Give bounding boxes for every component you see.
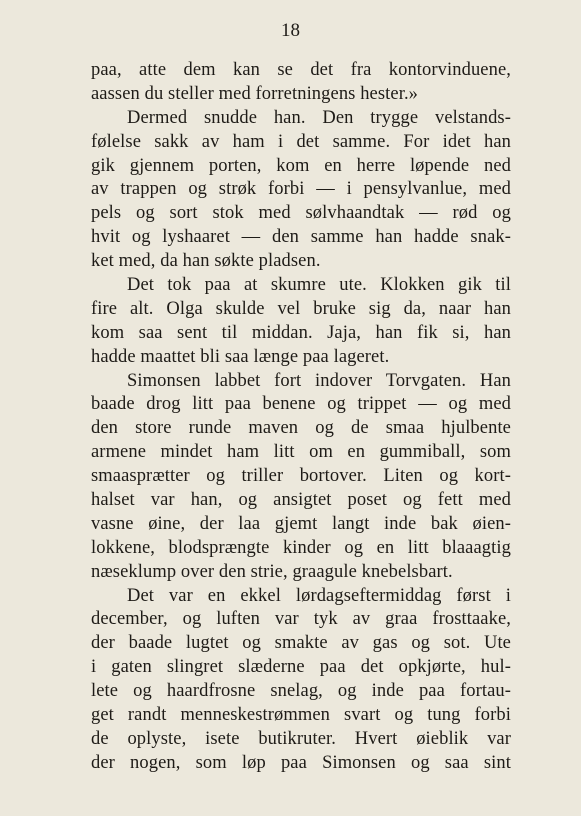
page-number: 18 bbox=[281, 20, 300, 41]
text-line: hadde maattet bli saa længe paa lageret. bbox=[91, 346, 390, 367]
text-line: fire alt. Olga skulde vel bruke sig da, naar han bbox=[91, 298, 511, 319]
text-line: get randt menneskestrømmen svart og tung forbi bbox=[91, 705, 511, 726]
text-line: gik gjennem porten, kom en herre løpende ned bbox=[91, 155, 511, 176]
text-line: Det tok paa at skumre ute. Klokken gik til bbox=[127, 275, 511, 296]
text-line: i gaten slingret slæderne paa det opkjørte, hul- bbox=[91, 657, 511, 678]
text-line: Simonsen labbet fort indover Torvgaten. Han bbox=[127, 370, 511, 391]
text-line: Dermed snudde han. Den trygge velstands- bbox=[127, 107, 511, 128]
text-line: følelse sakk av ham i det samme. For idet han bbox=[91, 131, 511, 152]
text-line: december, og luften var tyk av graa frosttaake, bbox=[91, 609, 511, 630]
text-line: lokkene, blodsprængte kinder og en litt blaaagtig bbox=[91, 537, 511, 558]
text-line: hvit og lyshaaret — den samme han hadde snak- bbox=[91, 227, 511, 248]
text-line: aassen du steller med forretningens hester.» bbox=[91, 83, 419, 104]
text-line: armene mindet ham litt om en gummiball, som bbox=[91, 442, 511, 463]
text-line: pels og sort stok med sølvhaandtak — rød og bbox=[91, 203, 511, 224]
text-line: baade drog litt paa benene og trippet — og med bbox=[91, 394, 511, 415]
text-line: halset var han, og ansigtet poset og fett med bbox=[91, 490, 511, 511]
text-line: kom saa sent til middan. Jaja, han fik si, han bbox=[91, 322, 511, 343]
text-line: av trappen og strøk forbi — i pensylvanlue, med bbox=[91, 179, 511, 200]
text-line: der nogen, som løp paa Simonsen og saa sint bbox=[91, 752, 511, 773]
body-text bbox=[91, 59, 511, 776]
text-line: den store runde maven og de smaa hjulbente bbox=[91, 418, 511, 439]
text-line: vasne øine, der laa gjemt langt inde bak øien- bbox=[91, 513, 511, 534]
text-line: paa, atte dem kan se det fra kontorvinduene, bbox=[91, 60, 511, 80]
text-line: der baade lugtet og smakte av gas og sot. Ute bbox=[91, 633, 511, 654]
text-line: de oplyste, isete butikruter. Hvert øieblik var bbox=[91, 728, 511, 749]
text-line: ket med, da han søkte pladsen. bbox=[91, 251, 321, 272]
text-line: næseklump over den strie, graagule knebelsbart. bbox=[91, 561, 453, 582]
text-line: lete og haardfrosne snelag, og inde paa fortau- bbox=[91, 681, 511, 702]
text-line: smaasprætter og triller bortover. Liten og kort- bbox=[91, 466, 511, 487]
text-line: Det var en ekkel lørdagseftermiddag først i bbox=[127, 585, 511, 606]
